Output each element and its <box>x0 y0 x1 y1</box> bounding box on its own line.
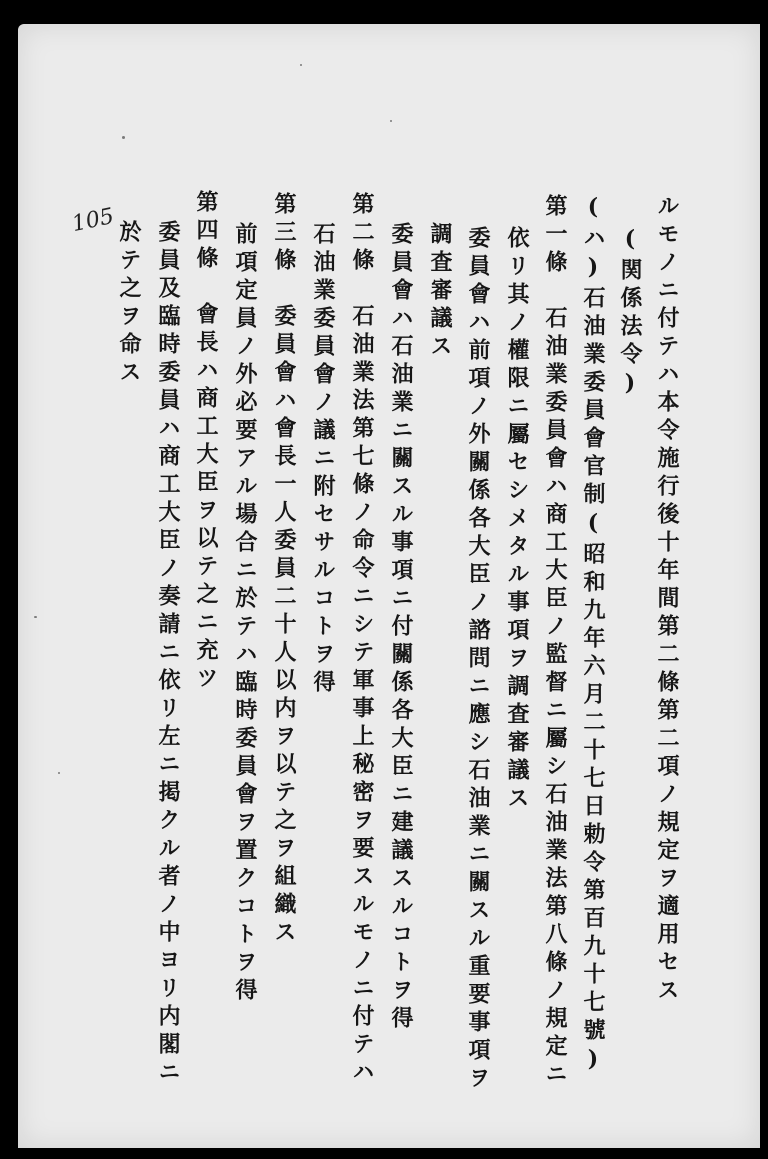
text-column-9: 第二條 石油業法第七條ノ命令ニシテ軍事上秘密ヲ要スルモノニ付テハ <box>349 192 375 1088</box>
text-column-4: 第一條 石油業委員會ハ商工大臣ノ監督ニ屬シ石油業法第八條ノ規定ニ <box>542 194 568 1090</box>
text-column-11: 第三條 委員會ハ會長一人委員二十人以内ヲ以テ之ヲ組織ス <box>271 192 297 948</box>
text-column-15: 於テ之ヲ命ス <box>116 220 142 388</box>
text-column-10: 石油業委員會ノ議ニ附セサルコトヲ得 <box>310 222 336 698</box>
text-column-13: 第四條 會長ハ商工大臣ヲ以テ之ニ充ツ <box>193 190 219 694</box>
text-column-5: 依リ其ノ權限ニ屬セシメタル事項ヲ調査審議ス <box>504 226 530 814</box>
paper-speck <box>58 772 60 774</box>
text-column-14: 委員及臨時委員ハ商工大臣ノ奏請ニ依リ左ニ掲クル者ノ中ヨリ内閣ニ <box>155 220 181 1088</box>
paper-speck <box>390 120 392 122</box>
document-page <box>18 24 760 1148</box>
text-column-7: 調査審議ス <box>427 222 453 362</box>
paper-speck <box>300 64 302 66</box>
text-column-6: 委員會ハ前項ノ外關係各大臣ノ諮問ニ應シ石油業ニ關スル重要事項ヲ <box>465 226 491 1094</box>
text-column-2: (関係法令) <box>617 226 643 402</box>
handwritten-page-number: 105 <box>69 203 117 238</box>
text-column-12: 前項定員ノ外必要アル場合ニ於テハ臨時委員會ヲ置クコトヲ得 <box>232 222 258 1006</box>
text-column-1: ルモノニ付テハ本令施行後十年間第二條第二項ノ規定ヲ適用セス <box>654 194 680 1006</box>
text-column-3: (ハ)石油業委員會官制(昭和九年六月二十七日勅令第百九十七號) <box>580 194 606 1078</box>
paper-speck <box>34 616 37 618</box>
paper-speck <box>122 136 125 139</box>
text-column-8: 委員會ハ石油業ニ關スル事項ニ付關係各大臣ニ建議スルコトヲ得 <box>388 222 414 1034</box>
